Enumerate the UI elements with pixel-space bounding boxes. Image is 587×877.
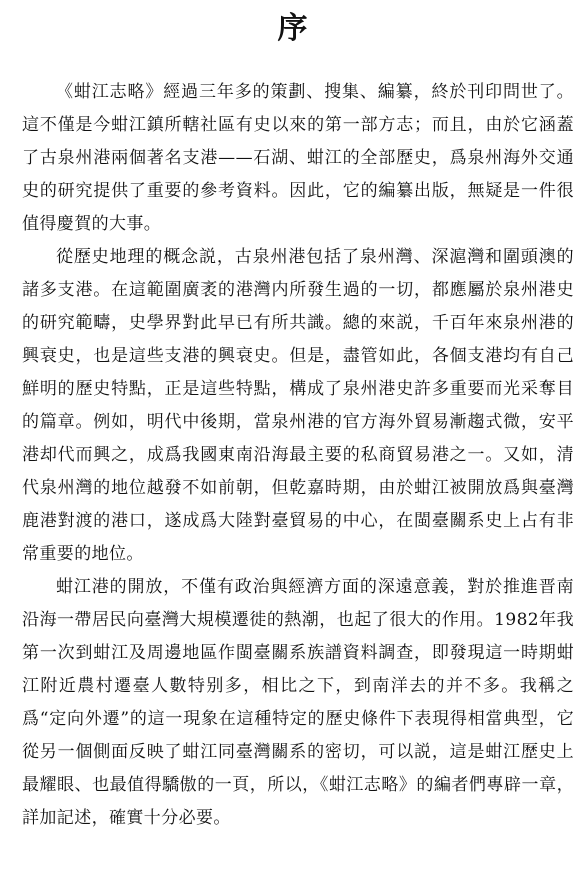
paragraph: 蚶江港的開放，不僅有政治與經濟方面的深遠意義，對於推進晋南沿海一帶居民向臺灣大規模遷徙的熱潮，也起了很大的作用。1982年我第一次到蚶江及周邊地區作閩臺關系族譜資料調查，即發現這一時期蚶江附近農村遷臺人數特别多，相比之下，到南洋去的并不多。我稱之爲“定向外遷”的這一現象在這種特定的歷史條件下表現得相當典型，它從另一個側面反映了蚶江同臺灣關系的密切，可以説，這是蚶江歷史上最耀眼、也最值得驕傲的一頁，所以，《蚶江志略》的編者們專辟一章，詳加記述，確實十分必要。 [22, 577, 574, 828]
preface-title: 序 [277, 11, 310, 46]
paragraph: 《蚶江志略》經過三年多的策劃、搜集、編纂，終於刊印問世了。這不僅是今蚶江鎮所轄社區有史以來的第一部方志；而且，由於它涵蓋了古泉州港兩個著名支港——石湖、蚶江的全部歷史，爲泉州海外交通史的研究提供了重要的參考資料。因此，它的編纂出版，無疑是一件很值得慶賀的大事。 [22, 82, 574, 234]
paragraph: 從歷史地理的概念説，古泉州港包括了泉州灣、深滬灣和圍頭澳的諸多支港。在這範圍廣袤的港灣内所發生過的一切，都應屬於泉州港史的研究範疇，史學界對此早已有所共識。總的來説，千百年來泉州港的興衰史，也是這些支港的興衰史。但是，盡管如此，各個支港均有自己鮮明的歷史特點，正是這些特點，構成了泉州港史許多重要而光采奪目的篇章。例如，明代中後期，當泉州港的官方海外貿易漸趨式微，安平港却代而興之，成爲我國東南沿海最主要的私商貿易港之一。又如，清代泉州灣的地位越發不如前朝，但乾嘉時期，由於蚶江被開放爲與臺灣鹿港對渡的港口，遂成爲大陸對臺貿易的中心，在閩臺關系史上占有非常重要的地位。 [22, 247, 574, 564]
preface-body [22, 76, 574, 835]
